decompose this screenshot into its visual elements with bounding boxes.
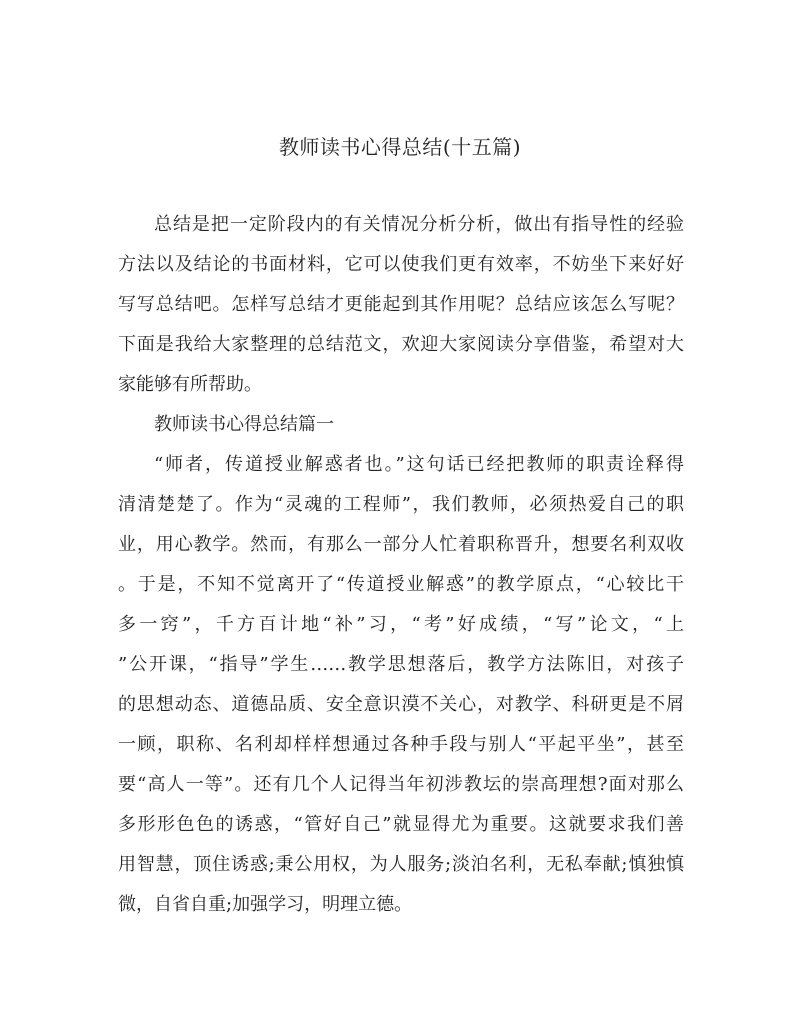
text-line: 用智慧，顶住诱惑;秉公用权，为人服务;淡泊名利，无私奉献;慎独慎 bbox=[118, 854, 684, 875]
text-line: 的思想动态、道德品质、安全意识漠不关心，对教学、科研更是不屑 bbox=[118, 694, 684, 715]
text-line: 清清楚楚了。作为“灵魂的工程师”，我们教师，必须热爱自己的职 bbox=[118, 494, 684, 515]
text-line: 业，用心教学。然而，有那么一部分人忙着职称晋升，想要名利双收 bbox=[118, 534, 684, 555]
document-title: 教师读书心得总结(十五篇) bbox=[278, 135, 522, 159]
text-line: ”公开课，“指导”学生……教学思想落后，教学方法陈旧，对孩子 bbox=[118, 654, 684, 675]
text-line: “师者，传道授业解惑者也。”这句话已经把教师的职责诠释得 bbox=[154, 454, 684, 475]
text-line: 一顾，职称、名利却样样想通过各种手段与别人“平起平坐”，甚至 bbox=[118, 734, 684, 755]
section-heading: 教师读书心得总结篇一 bbox=[154, 414, 334, 435]
intro-paragraph bbox=[118, 205, 684, 405]
section-paragraph bbox=[118, 445, 684, 925]
text-line: 下面是我给大家整理的总结范文，欢迎大家阅读分享借鉴，希望对大 bbox=[118, 334, 684, 355]
text-line: 。于是，不知不觉离开了“传道授业解惑”的教学原点，“心较比干 bbox=[118, 574, 684, 595]
document-body bbox=[118, 205, 684, 925]
text-line: 多一窍”，千方百计地“补”习，“考”好成绩，“写”论文，“上 bbox=[118, 614, 684, 635]
text-line: 写写总结吧。怎样写总结才更能起到其作用呢？总结应该怎么写呢？ bbox=[118, 294, 684, 315]
text-line: 方法以及结论的书面材料，它可以使我们更有效率，不妨坐下来好好 bbox=[118, 254, 684, 275]
text-line: 总结是把一定阶段内的有关情况分析分析，做出有指导性的经验 bbox=[154, 214, 684, 235]
text-line: 家能够有所帮助。 bbox=[118, 374, 262, 395]
text-line: 要“高人一等”。还有几个人记得当年初涉教坛的崇高理想?面对那么 bbox=[118, 774, 684, 795]
text-line: 多形形色色的诱惑，“管好自己”就显得尤为重要。这就要求我们善 bbox=[118, 814, 684, 835]
text-line: 微，自省自重;加强学习，明理立德。 bbox=[118, 894, 413, 915]
